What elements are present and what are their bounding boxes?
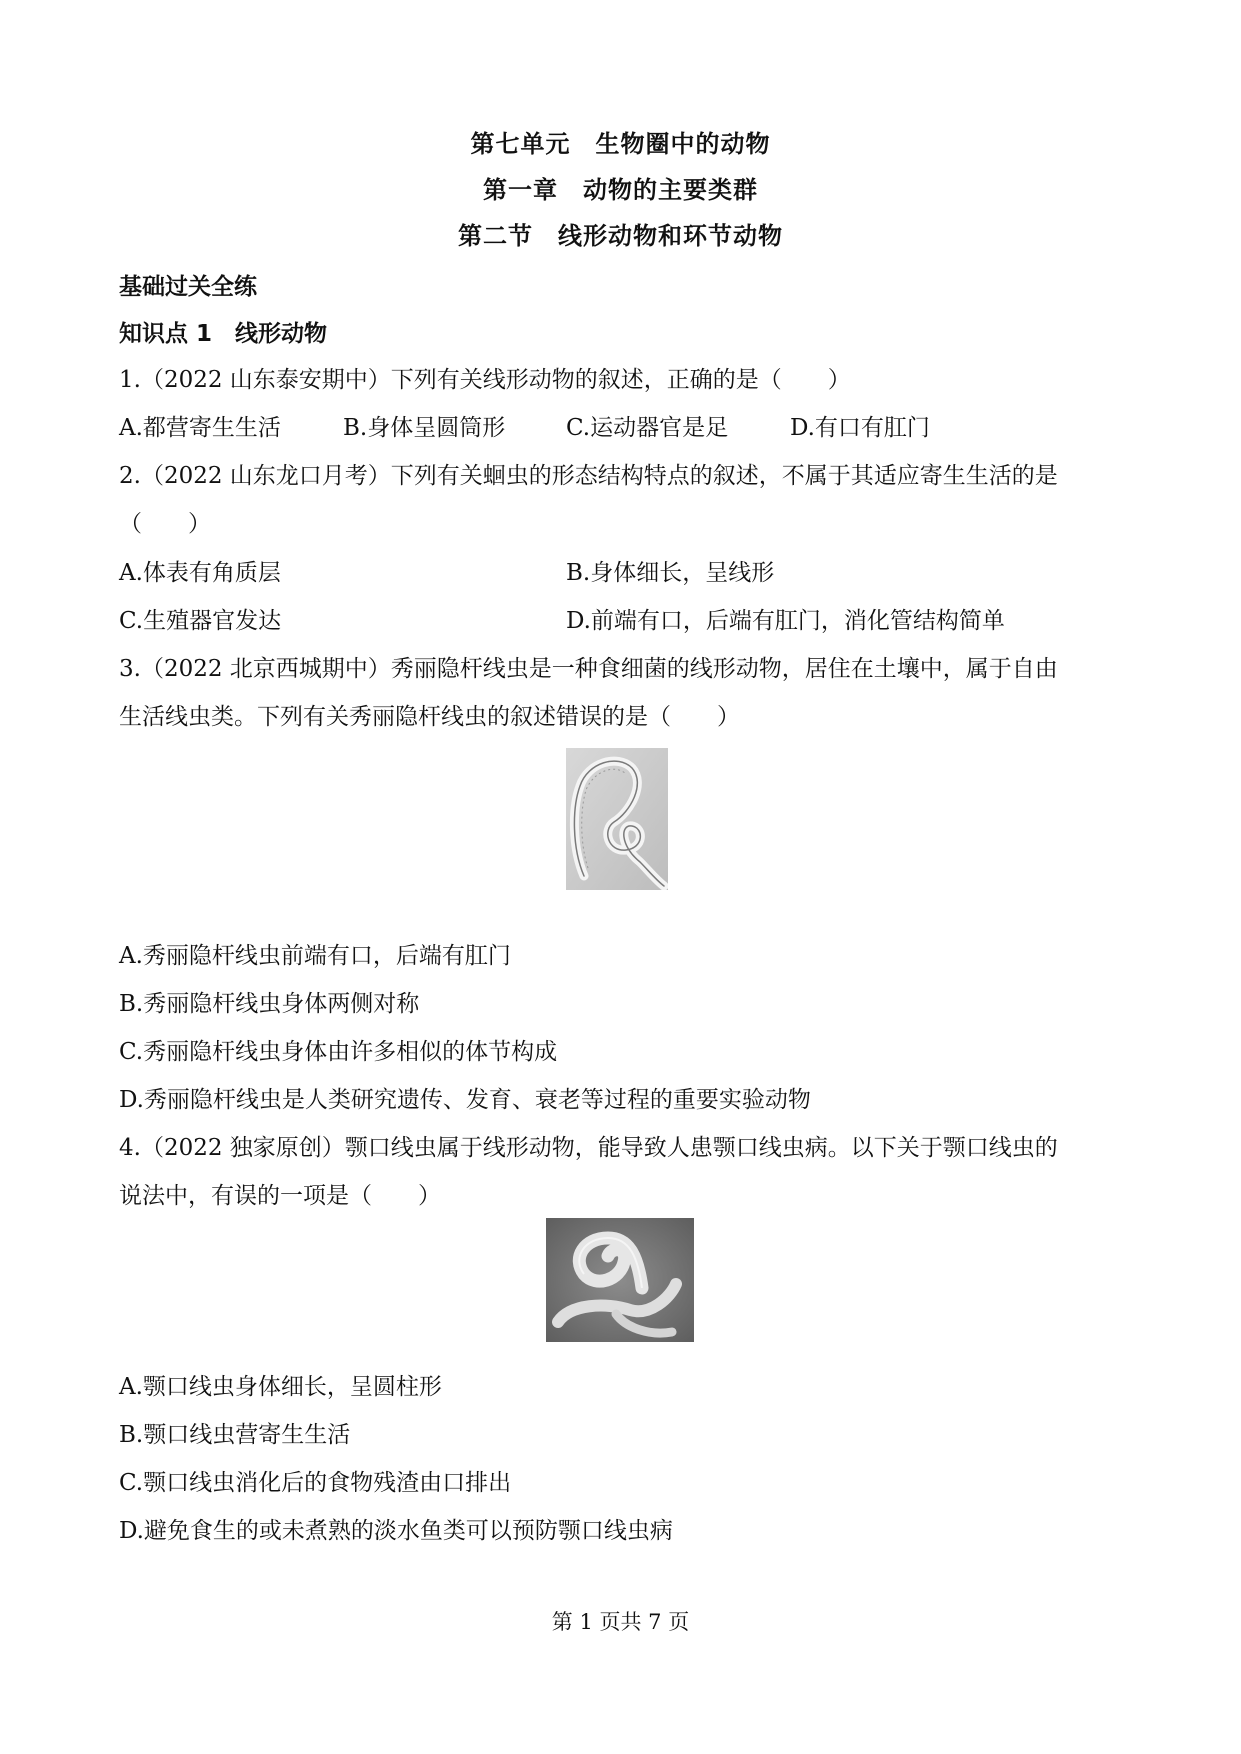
q2-option-b: B.身体细长，呈线形 [566, 560, 775, 586]
q4-option-a: A.颚口线虫身体细长，呈圆柱形 [119, 1374, 442, 1400]
practice-heading: 基础过关全练 [119, 274, 257, 300]
q3-option-d: D.秀丽隐杆线虫是人类研究遗传、发育、衰老等过程的重要实验动物 [119, 1087, 811, 1113]
q2-option-a: A.体表有角质层 [119, 560, 281, 586]
q1-option-b: B.身体呈圆筒形 [343, 415, 506, 441]
nematode-figure-1 [566, 748, 668, 890]
q1-option-d: D.有口有肛门 [790, 415, 930, 441]
q1-option-a: A.都营寄生生活 [119, 415, 281, 441]
page-footer: 第 1 页共 7 页 [551, 1610, 690, 1634]
q3-stem-line1: 3.（2022 北京西城期中）秀丽隐杆线虫是一种食细菌的线形动物，居住在土壤中，属于自由 [119, 656, 1058, 682]
q2-option-d: D.前端有口，后端有肛门，消化管结构简单 [566, 608, 1005, 634]
q1-stem: 1.（2022 山东泰安期中）下列有关线形动物的叙述，正确的是（ ） [119, 367, 851, 393]
unit-title: 第七单元 生物圈中的动物 [470, 130, 771, 158]
q1-option-c: C.运动器官是足 [566, 415, 729, 441]
q3-option-c: C.秀丽隐杆线虫身体由许多相似的体节构成 [119, 1039, 558, 1065]
chapter-title: 第一章 动物的主要类群 [483, 176, 758, 204]
q3-option-b: B.秀丽隐杆线虫身体两侧对称 [119, 991, 420, 1017]
q4-option-b: B.颚口线虫营寄生生活 [119, 1422, 351, 1448]
q4-stem-line2: 说法中，有误的一项是（ ） [119, 1183, 441, 1209]
q2-option-c: C.生殖器官发达 [119, 608, 282, 634]
knowledge-heading: 知识点 1 线形动物 [119, 321, 328, 347]
nematode-figure-2 [546, 1218, 694, 1342]
q3-option-a: A.秀丽隐杆线虫前端有口，后端有肛门 [119, 943, 511, 969]
q3-stem-line2: 生活线虫类。下列有关秀丽隐杆线虫的叙述错误的是（ ） [119, 704, 740, 730]
q2-stem-line2: （ ） [119, 511, 211, 537]
q4-option-c: C.颚口线虫消化后的食物残渣由口排出 [119, 1470, 512, 1496]
q4-stem-line1: 4.（2022 独家原创）颚口线虫属于线形动物，能导致人患颚口线虫病。以下关于颚口线虫的 [119, 1135, 1058, 1161]
q4-option-d: D.避免食生的或未煮熟的淡水鱼类可以预防颚口线虫病 [119, 1518, 673, 1544]
q2-stem-line1: 2.（2022 山东龙口月考）下列有关蛔虫的形态结构特点的叙述，不属于其适应寄生生活的是 [119, 463, 1058, 489]
section-title: 第二节 线形动物和环节动物 [458, 222, 783, 250]
